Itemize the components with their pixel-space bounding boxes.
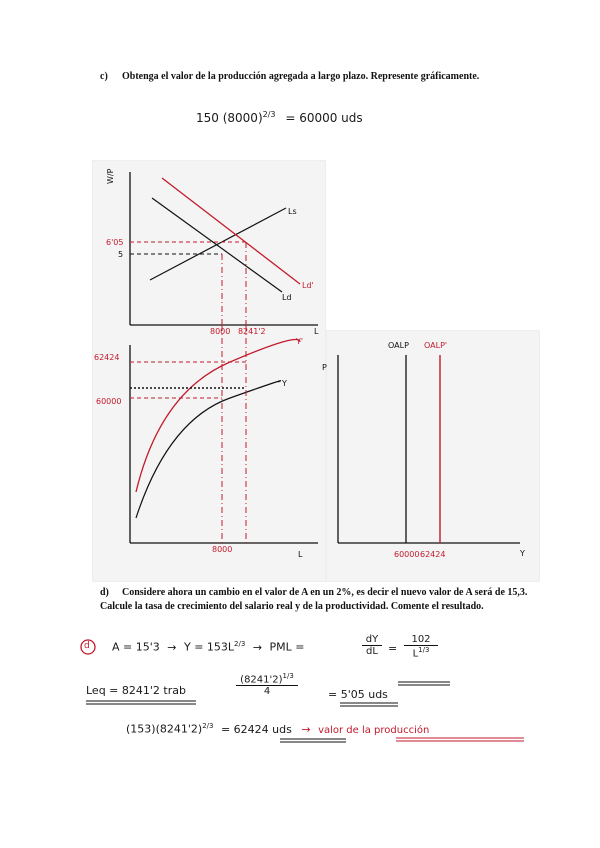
question-d-label: d) <box>100 587 109 598</box>
ld-new-curve <box>162 178 300 284</box>
question-d <box>100 586 540 614</box>
answer-d-frac3-num-exp: 1/3 <box>282 672 294 680</box>
oa-x-new-label: 62424 <box>420 550 446 559</box>
answer-d-frac2-num: 102 <box>404 634 438 646</box>
answer-d-marker: d <box>84 641 90 651</box>
oalp-label: OALP <box>388 341 409 350</box>
answer-d-frac2-den: L <box>412 648 419 660</box>
question-c-label: c) <box>100 71 108 82</box>
l-high-label: 8241'2 <box>238 327 266 336</box>
y-curve-label: Y <box>282 379 287 388</box>
question-c-text: Obtenga el valor de la producción agregada a largo plazo. Represente gráficamente. <box>122 71 480 82</box>
ld-label: Ld <box>282 293 292 302</box>
answer-d-wage: = 5'05 uds <box>328 688 388 701</box>
w-low-label: 5 <box>118 250 124 259</box>
answer-d-frac2-den-exp: 1/3 <box>418 646 430 654</box>
answer-d-prod-exp: 2/3 <box>202 722 214 730</box>
labor-y-axis-label: W/P <box>106 168 115 184</box>
answer-d-line3 <box>126 722 429 736</box>
answer-d-a: A = 15'3 <box>112 640 160 654</box>
answer-d-pml: PML = <box>269 640 305 654</box>
answer-d-frac1-num: dY <box>362 634 382 646</box>
answer-d-line1: $A = 15'3 \to Y = 153L^{2/3}$ → PML = <box>112 640 305 654</box>
prod-x-axis-label: L <box>298 550 303 559</box>
answer-d-frac3 <box>236 672 298 697</box>
answer-d-note: valor de la producción <box>318 724 430 736</box>
answer-c-result: = 60000 uds <box>285 111 363 125</box>
y-new-curve-label: Y' <box>296 337 304 346</box>
answer-d-frac3-den: 4 <box>263 686 271 698</box>
answer-c-exp: 2/3 <box>262 110 276 119</box>
prod-x-tick-label: 8000 <box>212 545 233 554</box>
w-high-label: 6'05 <box>106 238 124 247</box>
answer-d-frac1-den: dL <box>366 646 378 657</box>
production-graph <box>94 325 318 559</box>
labor-x-axis-label: L <box>314 327 319 336</box>
answer-d-y-exp: 2/3 <box>234 640 246 648</box>
y-curve <box>136 381 281 518</box>
y-old-value-label: 60000 <box>96 397 122 406</box>
oa-graph <box>322 341 525 559</box>
labor-market-graph <box>106 168 319 336</box>
answer-d-arrow: → <box>301 722 311 736</box>
answer-d-frac1 <box>362 634 382 657</box>
y-new-value-label: 62424 <box>94 353 120 362</box>
answer-d-prod: (153)(8241'2) <box>126 722 203 736</box>
answer-d-frac3-num: (8241'2) <box>240 674 283 686</box>
l-low-label: 8000 <box>210 327 231 336</box>
oa-x-old-label: 60000 <box>394 550 420 559</box>
ls-curve <box>150 208 286 280</box>
oa-y-axis-label: P <box>322 363 327 372</box>
oa-x-axis-label: Y <box>520 549 525 558</box>
ls-label: Ls <box>288 207 297 216</box>
answer-c-expr: 150 (8000) <box>196 111 263 125</box>
answer-d-y: Y = 153L <box>183 640 235 654</box>
answer-d-leq: Leq = 8241'2 trab <box>86 684 186 697</box>
question-d-text: Considere ahora un cambio en el valor de A en un 2%, es decir el nuevo valor de A será de 15,3. Calcule la tasa de crecimiento del salario real y de la productividad. Comente el resultado. <box>100 587 528 612</box>
oalp-new-label: OALP' <box>424 341 448 350</box>
ld-new-label: Ld' <box>302 281 314 290</box>
answer-d-eq: = <box>388 642 398 655</box>
answer-d-frac2 <box>404 634 438 659</box>
answer-d-prod-result: = 62424 uds <box>220 722 292 736</box>
